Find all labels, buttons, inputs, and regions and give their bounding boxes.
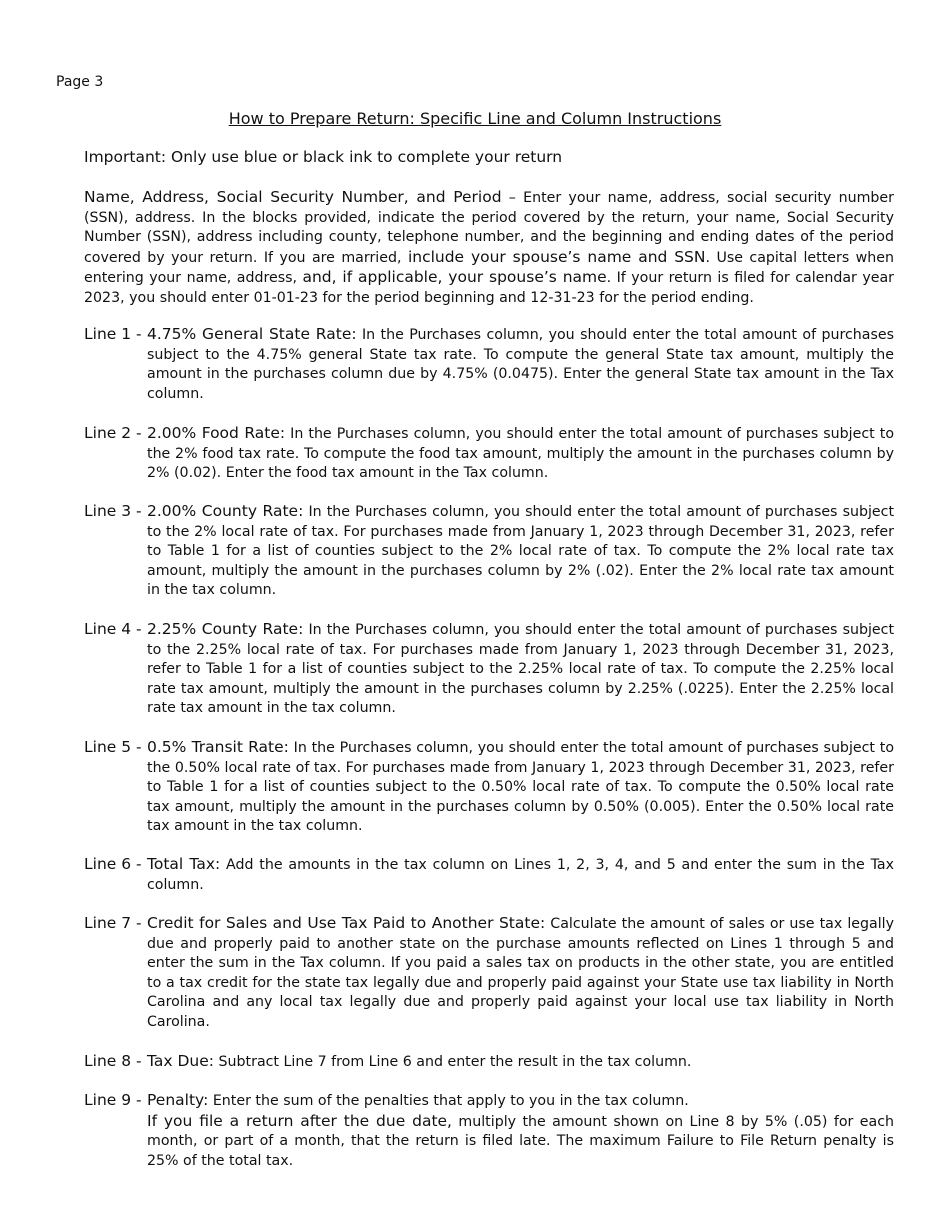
line-number: Line 2 -: [84, 424, 142, 442]
line-text: In the Purchases column, you should enter the total amount of purchases subject to the 4.75% general State tax rate. To compute the general State tax amount, multiply the amount in the purchases column due by 4.75% (0.0475). Enter the general State tax amount in the Tax column.: [147, 327, 894, 402]
penalty-sub-text: multiply the amount shown on Line 8 by 5% (.05) for each month, or part of a month, that the return is filed late. The maximum Failure to File Return penalty is 25% of the total tax.: [147, 1113, 895, 1169]
line-text: In the Purchases column, you should enter the total amount of purchases subject to the 2.25% local rate of tax. For purchases made from January 1, 2023 through December 31, 2023, refer to Table 1 for a list of counties subject to the 2.25% local rate of tax. To compute the 2.25% local rate tax amount, multiply the amount in the purchases column by 2.25% (.0225). Enter the 2.25% local rate tax amount in the tax column.: [147, 622, 895, 717]
line-lead: Tax Due:: [147, 1052, 215, 1070]
line-lead: 2.00% Food Rate:: [147, 424, 286, 442]
line-3-instruction: [84, 502, 894, 601]
line-number: Line 5 -: [84, 738, 142, 756]
line-lead: Total Tax:: [147, 855, 221, 873]
line-9-instruction: [84, 1091, 894, 1171]
line-lead: 2.00% County Rate:: [147, 502, 304, 520]
line-lead: Penalty:: [147, 1091, 209, 1109]
line-number: Line 7 -: [84, 914, 142, 932]
line-text: In the Purchases column, you should enter the total amount of purchases subject to the 2% food tax rate. To compute the food tax amount, multiply the amount in the purchases column by 2% (0.02). Enter the food tax amount in the Tax column.: [147, 426, 895, 482]
line-2-instruction: [84, 424, 894, 484]
penalty-sub-lead: If you file a return after the due date,: [147, 1111, 452, 1130]
intro-text-1: – Enter your name, address, social security number (SSN), address. In the blocks provided, indicate the period covered by the return, your name, Social Security Number (SSN), address including county, telephone number, and the beginning and ending dates of the period covered by your return. If you are married,: [84, 190, 894, 266]
line-text: In the Purchases column, you should enter the total amount of purchases subject to the 2% local rate of tax. For purchases made from January 1, 2023 through December 31, 2023, refer to Table 1 for a list of counties subject to the 2% local rate of tax. To compute the 2% local rate tax amount, multiply the amount in the purchases column by 2% (.02). Enter the 2% local rate tax amount in the tax column.: [147, 504, 895, 599]
line-text: In the Purchases column, you should enter the total amount of purchases subject to the 0.50% local rate of tax. For purchases made from January 1, 2023 through December 31, 2023, refer to Table 1 for a list of counties subject to the 0.50% local rate of tax. To compute the 0.50% local rate tax amount, multiply the amount in the purchases column by 0.50% (0.005). Enter the 0.50% local rate tax amount in the tax column.: [147, 740, 894, 835]
line-6-instruction: [84, 855, 894, 895]
page-title: How to Prepare Return: Specific Line and Column Instructions: [228, 109, 722, 128]
line-1-instruction: [84, 325, 894, 404]
intro-emph-1: include your spouse’s name and SSN: [407, 247, 706, 266]
line-number: Line 3 -: [84, 502, 142, 520]
intro-lead: Name, Address, Social Security Number, and Period: [84, 188, 502, 206]
line-8-instruction: [84, 1052, 894, 1073]
page-number: Page 3: [56, 74, 104, 90]
line-text: Subtract Line 7 from Line 6 and enter the result in the tax column.: [214, 1054, 692, 1070]
line-lead: Credit for Sales and Use Tax Paid to Another State:: [147, 914, 546, 932]
line-text: Enter the sum of the penalties that apply to you in the tax column.: [208, 1093, 689, 1109]
line-lead: 0.5% Transit Rate:: [147, 738, 289, 756]
line-4-instruction: [84, 620, 894, 719]
line-5-instruction: [84, 738, 894, 837]
line-number: Line 6 -: [84, 855, 142, 873]
line-number: Line 1 -: [84, 325, 142, 343]
intro-text-3: . If your return is filed for calendar year 2023, you should enter 01-01-23 for the period beginning and 12-31-23 for the period ending.: [84, 270, 894, 306]
line-text: Add the amounts in the tax column on Lines 1, 2, 3, 4, and 5 and enter the sum in the Tax column.: [147, 857, 894, 893]
intro-paragraph: [84, 188, 894, 309]
line-number: Line 8 -: [84, 1052, 142, 1070]
line-7-instruction: [84, 914, 894, 1033]
line-number: Line 9 -: [84, 1091, 142, 1109]
intro-text-2: . Use capital letters when entering your name, address,: [84, 249, 895, 287]
line-lead: 2.25% County Rate:: [147, 620, 304, 638]
line-lead: 4.75% General State Rate:: [147, 325, 357, 343]
line-number: Line 4 -: [84, 620, 142, 638]
intro-emph-2: and, if applicable, your spouse’s name: [302, 268, 607, 287]
important-note: Important: Only use blue or black ink to complete your return: [84, 148, 563, 166]
line-text: Calculate the amount of sales or use tax legally due and properly paid to another state on the purchase amounts reflected on Lines 1 through 5 and enter the sum in the Tax column. If you paid a sales tax on products in the other state, you are entitled to a tax credit for the state tax legally due and properly paid against your State use tax liability in North Carolina and any local tax legally due and properly paid against your local use tax liability in North Carolina.: [147, 916, 895, 1030]
